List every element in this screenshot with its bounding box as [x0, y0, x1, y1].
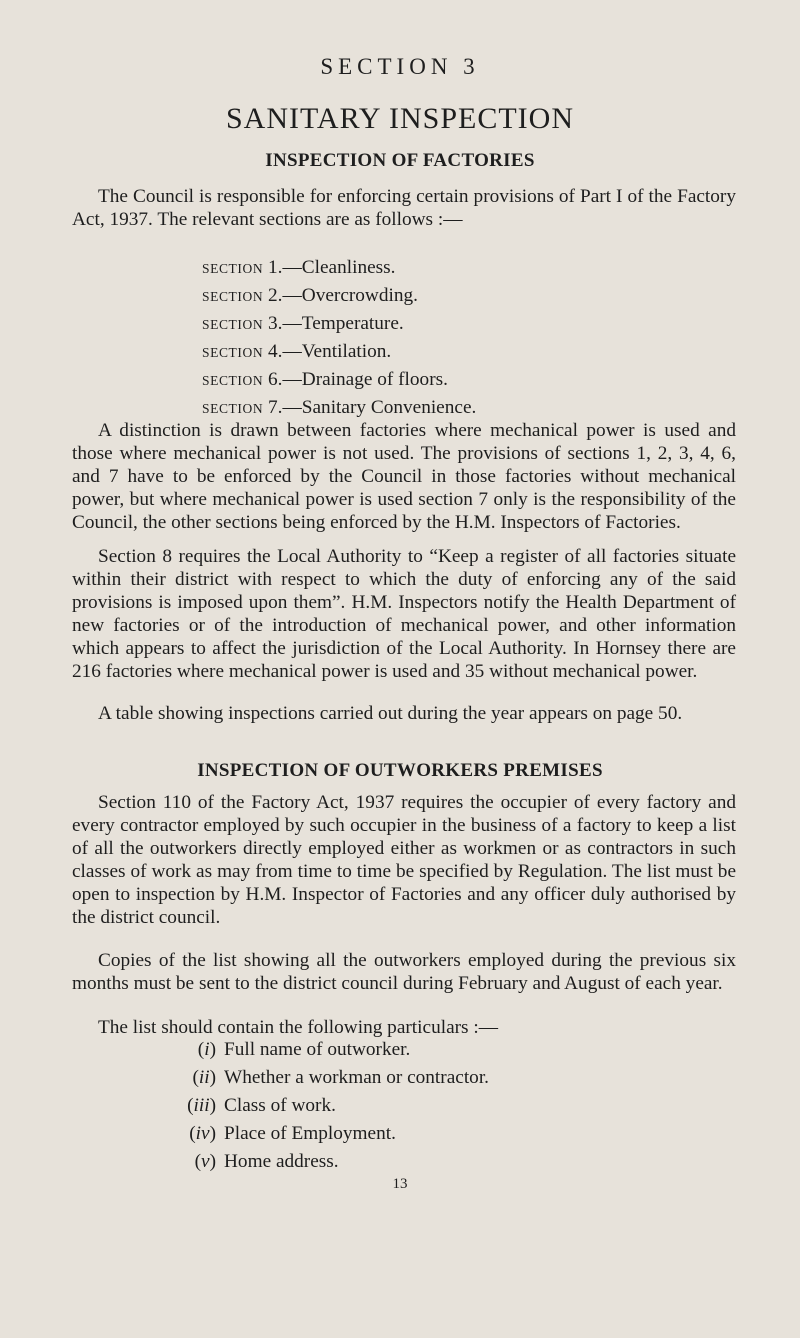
list-item: (ii) Whether a workman or contractor.: [192, 1067, 490, 1088]
list-item: (v) Home address.: [194, 1151, 339, 1172]
list-item: (i) Full name of outworker.: [197, 1039, 411, 1060]
item-text: Full name of outworker.: [224, 1039, 411, 1060]
list-item: [202, 366, 476, 394]
section-text: 2.—Overcrowding.: [268, 285, 418, 306]
item-numeral: i: [204, 1039, 210, 1060]
section-text: 4.—Ventilation.: [268, 341, 392, 362]
item-text: Home address.: [224, 1151, 339, 1172]
section-text: 3.—Temperature.: [268, 313, 404, 334]
list-item: [202, 394, 476, 422]
page-title: SANITARY INSPECTION: [225, 102, 574, 135]
list-item: (iii) Class of work.: [187, 1095, 336, 1116]
item-numeral: ii: [198, 1067, 210, 1088]
item-text: Class of work.: [224, 1095, 336, 1116]
page-number: 13: [392, 1176, 408, 1192]
factories-heading: INSPECTION OF FACTORIES: [265, 150, 535, 171]
item-text: Place of Employment.: [224, 1123, 396, 1144]
section-prefix: SECTION: [202, 401, 264, 416]
item-text: Whether a workman or contractor.: [224, 1067, 490, 1088]
distinction-paragraph: A distinction is drawn between factories where mechanical power is used and those where mechanical power is not used. The provisions of sections 1, 2, 3, 4, 6, and 7 have to be enforced by the Council in those factories without mechanical power, but where mechanical power is used section 7 only is the responsibility of the Council, the other sections being enforced by the H.M. Inspectors of Factories.: [72, 420, 736, 533]
particulars-list: [180, 1036, 489, 1176]
list-item: [202, 310, 476, 338]
section-prefix: SECTION: [202, 373, 264, 388]
copies-paragraph: Copies of the list showing all the outworkers employed during the previous six months must be sent to the district council during February and August of each year.: [72, 950, 736, 994]
section-prefix: SECTION: [202, 345, 264, 360]
list-item: (iv) Place of Employment.: [189, 1123, 396, 1144]
list-intro-paragraph: The list should contain the following particulars :—: [98, 1017, 499, 1038]
table-reference-paragraph: A table showing inspections carried out during the year appears on page 50.: [98, 703, 683, 724]
list-item: [202, 282, 476, 310]
section-prefix: SECTION: [202, 289, 264, 304]
section-text: 1.—Cleanliness.: [268, 257, 396, 278]
section-prefix: SECTION: [202, 261, 264, 276]
item-numeral: iii: [193, 1095, 210, 1116]
factory-sections-list: [202, 254, 476, 422]
list-item: [202, 254, 476, 282]
section110-paragraph: Section 110 of the Factory Act, 1937 requires the occupier of every factory and every contractor employed by such occupier in the business of a factory to keep a list of all the outworkers directly employed either as workmen or as contractors in such classes of work as may from time to time be specified by Regulation. The list must be open to inspection by H.M. Inspector of Factories and any officer duly authorised by the district council.: [72, 792, 736, 928]
outworkers-heading: INSPECTION OF OUTWORKERS PREMISES: [197, 760, 603, 781]
list-item: [202, 338, 476, 366]
section-label: SECTION 3: [320, 54, 480, 79]
section8-paragraph: Section 8 requires the Local Authority to “Keep a register of all factories situate within their district with respect to which the duty of enforcing any of the said provisions is imposed upon them”. H.M. Inspectors notify the Health Department of new factories or of the introduction of mechanical power, and other information which appears to affect the jurisdiction of the Local Authority. In Hornsey there are 216 factories where mechanical power is used and 35 without mechanical power.: [72, 546, 736, 682]
section-text: 7.—Sanitary Convenience.: [268, 397, 477, 418]
factories-intro-paragraph: The Council is responsible for enforcing certain provisions of Part I of the Factory Act, 1937. The relevant sections are as follows :—: [72, 186, 736, 230]
item-numeral: iv: [195, 1123, 210, 1144]
section-text: 6.—Drainage of floors.: [268, 369, 448, 390]
section-prefix: SECTION: [202, 317, 264, 332]
item-numeral: v: [201, 1151, 210, 1172]
